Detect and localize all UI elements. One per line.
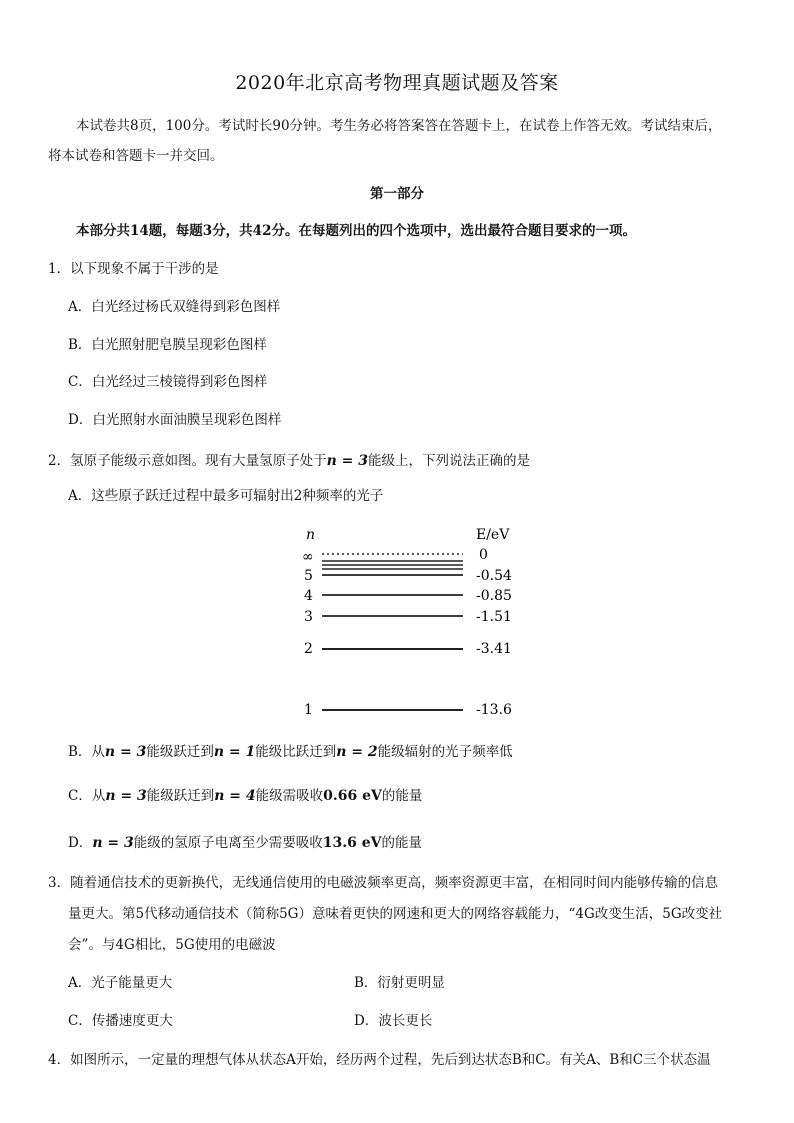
q4-stem-line-1: 4．如图所示，一定量的理想气体从状态A开始，经历两个过程，先后到达状态B和C。有关A、B和C三个状态温 — [48, 1052, 711, 1068]
q2c-math-1: n = 3 — [105, 788, 147, 804]
q2b-math-1: n = 3 — [104, 744, 147, 760]
q2b-text-2: 能级跃迁到 — [146, 744, 214, 760]
q2-stem-pre: 2．氢原子能级示意如图。现有大量氢原子处于 — [48, 453, 327, 469]
q2d-text-2: 能级的氢原子电离至少需要吸收 — [133, 835, 323, 851]
intro-line-2: 将本试卷和答题卡一并交回。 — [48, 148, 224, 164]
q2-stem — [48, 446, 530, 476]
q2b-text-4: 能级辐射的光子频率低 — [377, 744, 513, 760]
level-5-energy: -0.54 — [476, 568, 512, 584]
level-3-energy: -1.51 — [476, 609, 512, 625]
q2-option-c — [68, 781, 422, 811]
q2-option-b — [68, 737, 513, 767]
q3-stem-line-3: 会”。与4G相比，5G使用的电磁波 — [68, 937, 276, 953]
q1-option-d: D．白光照射水面油膜呈现彩色图样 — [68, 412, 282, 428]
q3-option-a: A．光子能量更大 — [68, 975, 173, 991]
q2-stem-post: 能级上，下列说法正确的是 — [368, 453, 530, 469]
diagram-n-label: n — [306, 527, 316, 543]
q3-option-d: D．波长更长 — [354, 1013, 433, 1029]
diagram-e-label: E/eV — [476, 527, 510, 543]
q2b-math-3: n = 2 — [336, 744, 378, 760]
part-instruction: 本部分共14题，每题3分，共42分。在每题列出的四个选项中，选出最符合题目要求的一项。 — [76, 223, 636, 239]
level-4-energy: -0.85 — [476, 588, 512, 604]
level-1-energy: -13.6 — [476, 702, 512, 718]
part-heading: 第一部分 — [370, 186, 424, 202]
q3-stem-line-2: 量更大。第5代移动通信技术（简称5G）意味着更快的网速和更大的网络容载能力，“4G改变生活，5G改变社 — [68, 906, 723, 922]
level-1-n: 1 — [304, 702, 313, 718]
q2c-text-1: C．从 — [68, 788, 106, 804]
q2b-text-1: B．从 — [68, 744, 105, 760]
q2b-math-2: n = 1 — [213, 744, 256, 760]
q3-option-c: C．传播速度更大 — [68, 1013, 173, 1029]
q2-option-a: A．这些原子跃迁过程中最多可辐射出2种频率的光子 — [68, 488, 384, 504]
level-2-energy: -3.41 — [476, 641, 512, 657]
q3-stem-line-1: 3．随着通信技术的更新换代，无线通信使用的电磁波频率更高，频率资源更丰富，在相同时间内能够传输的信息 — [48, 875, 719, 891]
q2d-text-3: 的能量 — [381, 835, 422, 851]
level-inf-n: ∞ — [302, 549, 314, 565]
page-title: 2020年北京高考物理真题试题及答案 — [235, 72, 559, 94]
level-4-n: 4 — [304, 588, 313, 604]
q2c-text-2: 能级跃迁到 — [146, 788, 215, 804]
level-5-n: 5 — [304, 568, 313, 584]
q2b-text-3: 能级比跃迁到 — [255, 744, 337, 760]
q1-option-b: B．白光照射肥皂膜呈现彩色图样 — [68, 337, 267, 353]
q2d-math-2: 13.6 eV — [322, 835, 382, 851]
q2d-math-1: n = 3 — [92, 835, 134, 851]
level-inf-energy: 0 — [479, 547, 488, 563]
level-2-n: 2 — [304, 641, 313, 657]
q2c-text-3: 能级需吸收 — [255, 788, 324, 804]
intro-line-1: 本试卷共8页，100分。考试时长90分钟。考生务必将答案答在答题卡上，在试卷上作答无效。考试结束后， — [76, 118, 722, 134]
q2d-text-1: D． — [68, 835, 93, 851]
q2-stem-math: n = 3 — [326, 453, 368, 469]
q1-stem: 1．以下现象不属于干涉的是 — [48, 261, 219, 277]
level-3-n: 3 — [304, 609, 313, 625]
energy-level-diagram — [280, 520, 530, 730]
q1-option-a: A．白光经过杨氏双缝得到彩色图样 — [68, 299, 281, 315]
q2c-text-4: 的能量 — [381, 788, 423, 804]
q1-option-c: C．白光经过三棱镜得到彩色图样 — [68, 374, 268, 390]
q2c-math-3: 0.66 eV — [323, 788, 382, 804]
q2-option-d — [68, 828, 422, 858]
q2c-math-2: n = 4 — [214, 788, 256, 804]
q3-option-b: B．衍射更明显 — [354, 975, 445, 991]
